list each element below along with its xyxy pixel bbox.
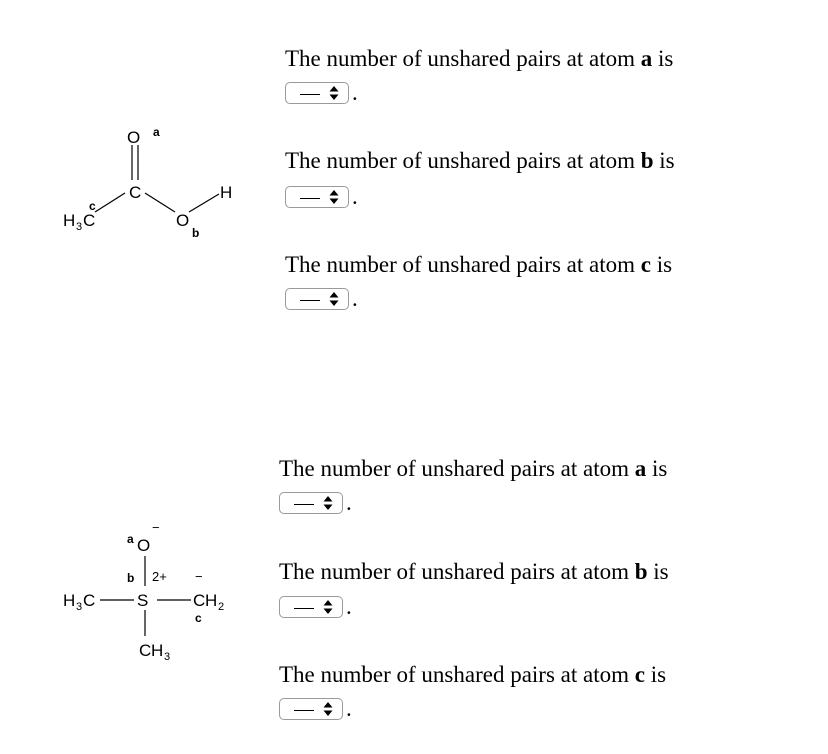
question-suffix: is bbox=[646, 456, 668, 481]
molecule-1-structure bbox=[55, 118, 255, 243]
mol1-methyl-c: C bbox=[83, 211, 96, 230]
atom-label: a bbox=[634, 456, 647, 481]
answer-row-1 bbox=[285, 82, 358, 104]
period: . bbox=[352, 80, 358, 105]
atom-label: a bbox=[640, 46, 653, 71]
answer-dropdown-5[interactable] bbox=[279, 596, 343, 618]
mol1-hydrogen: H bbox=[220, 183, 233, 202]
blank-value bbox=[300, 300, 320, 301]
mol2-methyl-c: C bbox=[83, 591, 96, 610]
mol2-sulfur: S bbox=[137, 591, 149, 610]
up-down-arrows-icon bbox=[323, 600, 333, 614]
mol2-oxygen-charge: − bbox=[152, 520, 160, 535]
blank-value bbox=[300, 94, 320, 95]
blank-value bbox=[294, 710, 314, 711]
mol2-bottom-c: C bbox=[139, 641, 152, 660]
up-down-arrows-icon bbox=[329, 292, 339, 306]
mol1-label-a: a bbox=[153, 125, 160, 139]
mol1-methyl-h: H bbox=[63, 211, 76, 230]
question-suffix: is bbox=[652, 46, 674, 71]
question-text: The number of unshared pairs at atom bbox=[279, 559, 635, 584]
question-6 bbox=[279, 661, 666, 689]
mol2-bottom-h: H bbox=[151, 641, 164, 660]
question-text: The number of unshared pairs at atom bbox=[285, 252, 641, 277]
mol2-label-b: b bbox=[127, 571, 135, 585]
mol2-ch2-c: C bbox=[193, 591, 206, 610]
question-suffix: is bbox=[650, 252, 673, 277]
mol1-oxygen-top: O bbox=[127, 128, 141, 147]
mol2-ch2-charge: − bbox=[195, 569, 203, 584]
period: . bbox=[352, 184, 358, 209]
question-2 bbox=[285, 147, 675, 175]
answer-dropdown-6[interactable] bbox=[279, 698, 343, 720]
answer-row-3 bbox=[285, 288, 358, 310]
question-text: The number of unshared pairs at atom bbox=[285, 46, 641, 71]
mol1-label-c: c bbox=[89, 199, 96, 213]
mol1-label-b: b bbox=[192, 226, 200, 240]
question-3 bbox=[285, 251, 672, 279]
period: . bbox=[346, 696, 352, 721]
atom-label: b bbox=[640, 148, 654, 173]
blank-value bbox=[294, 608, 314, 609]
answer-row-6 bbox=[279, 698, 352, 720]
answer-row-4 bbox=[279, 492, 352, 514]
atom-label: c bbox=[640, 252, 651, 277]
mol2-ch2-h: H bbox=[205, 591, 218, 610]
answer-dropdown-4[interactable] bbox=[279, 492, 343, 514]
question-text: The number of unshared pairs at atom bbox=[285, 148, 641, 173]
answer-dropdown-1[interactable] bbox=[285, 82, 349, 104]
atom-label: b bbox=[634, 559, 648, 584]
mol1-oxygen-bridge: O bbox=[176, 211, 190, 230]
question-suffix: is bbox=[653, 148, 675, 173]
up-down-arrows-icon bbox=[323, 496, 333, 510]
answer-row-2 bbox=[285, 186, 358, 208]
question-text: The number of unshared pairs at atom bbox=[279, 662, 635, 687]
mol2-sulfur-charge: 2+ bbox=[152, 569, 167, 584]
mol2-ch2-subscript: 2 bbox=[218, 601, 225, 613]
mol2-methyl-h: H bbox=[63, 591, 76, 610]
period: . bbox=[352, 286, 358, 311]
period: . bbox=[346, 594, 352, 619]
up-down-arrows-icon bbox=[323, 702, 333, 716]
question-text: The number of unshared pairs at atom bbox=[279, 456, 635, 481]
molecule-2-structure bbox=[55, 518, 255, 668]
mol2-bottom-subscript: 3 bbox=[164, 651, 171, 663]
question-5 bbox=[279, 558, 669, 586]
up-down-arrows-icon bbox=[329, 86, 339, 100]
question-1 bbox=[285, 45, 673, 73]
mol2-methyl-subscript: 3 bbox=[76, 601, 83, 613]
blank-value bbox=[294, 504, 314, 505]
question-suffix: is bbox=[644, 662, 667, 687]
answer-row-5 bbox=[279, 596, 352, 618]
mol1-carbonyl-carbon: C bbox=[129, 183, 142, 202]
mol1-methyl-subscript: 3 bbox=[76, 221, 83, 233]
mol2-oxygen: O bbox=[137, 536, 151, 555]
question-suffix: is bbox=[647, 559, 669, 584]
atom-label: c bbox=[634, 662, 645, 687]
mol2-label-a: a bbox=[127, 532, 134, 546]
answer-dropdown-2[interactable] bbox=[285, 186, 349, 208]
blank-value bbox=[300, 198, 320, 199]
period: . bbox=[346, 490, 352, 515]
mol2-label-c: c bbox=[195, 611, 202, 625]
question-4 bbox=[279, 455, 667, 483]
answer-dropdown-3[interactable] bbox=[285, 288, 349, 310]
up-down-arrows-icon bbox=[329, 190, 339, 204]
